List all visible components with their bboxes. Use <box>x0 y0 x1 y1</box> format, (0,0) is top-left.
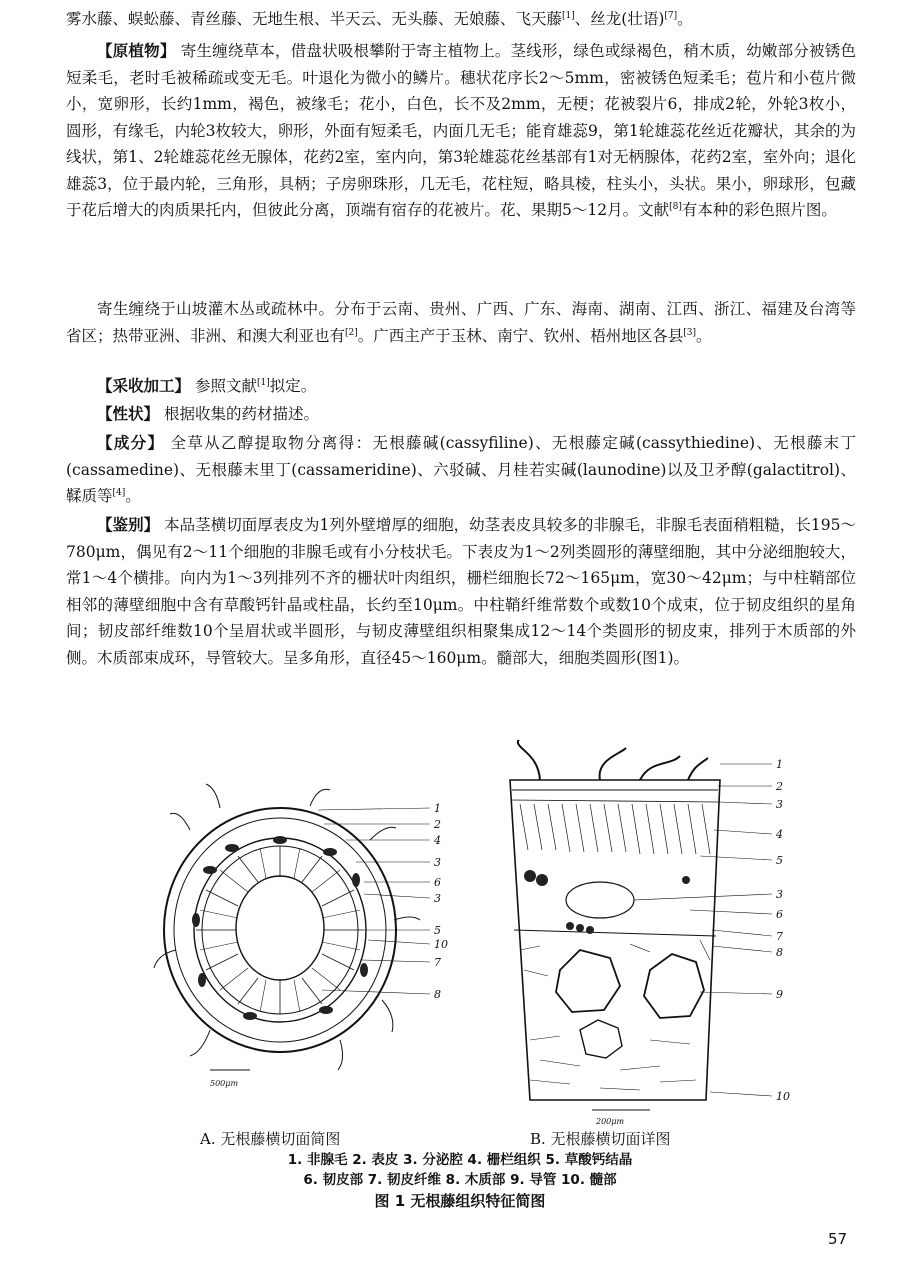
figure-b-label: 8 <box>776 946 783 959</box>
figure-b-scale: 200μm <box>596 1117 625 1126</box>
figure-title: 图 1 无根藤组织特征简图 <box>374 1192 546 1210</box>
figure-legend-line-2: 6. 韧皮部 7. 韧皮纤维 8. 木质部 9. 导管 10. 髓部 <box>303 1172 617 1188</box>
figure-a-label: 7 <box>434 956 441 969</box>
figure-a-cross-section <box>150 770 460 1100</box>
figure-legend-line-1: 1. 非腺毛 2. 表皮 3. 分泌腔 4. 栅栏组织 5. 草酸钙结晶 <box>287 1152 633 1168</box>
figure-b-label: 3 <box>776 798 783 811</box>
figure-b-label: 2 <box>776 780 783 793</box>
page-number: 57 <box>828 1230 848 1248</box>
figure-b-detail <box>500 740 800 1130</box>
figure-a-caption: A. 无根藤横切面简图 <box>200 1130 341 1148</box>
paragraph-distribution: 寄生缠绕于山坡灌木丛或疏林中。分布于云南、贵州、广西、广东、海南、湖南、江西、浙江、福建及台湾等省区；热带亚洲、非洲、和澳大利亚也有[2]。广西主产于玉林、南宁、钦州、梧州地区各县[3]。 <box>66 300 856 345</box>
figure-a-label: 3 <box>434 856 441 869</box>
figure-b-caption: B. 无根藤横切面详图 <box>530 1130 671 1148</box>
figure-a-label: 1 <box>434 802 441 815</box>
figure-a-label: 8 <box>434 988 441 1001</box>
paragraph-identification: 【鉴别】 本品茎横切面厚表皮为1列外壁增厚的细胞，幼茎表皮具较多的非腺毛，非腺毛表面稍粗糙，长195～780μm，偶见有2～11个细胞的非腺毛或有小分枝状毛。下表皮为1～2列类圆形的薄壁细胞，其中分泌细胞较大，常1～4个横排。向内为1～3列排列不齐的栅状叶肉组织，栅栏细胞长72～165μm，宽30～42μm；与中柱鞘部位相邻的薄壁细胞中含有草酸钙针晶或柱晶，长约至10μm。中柱鞘纤维常数个或数10个成束，位于韧皮组织的星角间；韧皮部纤维数10个呈眉状或半圆形，与韧皮薄壁组织相聚集成12～14个类圆形的韧皮束，排列于木质部的外侧。木质部束成环，导管较大。呈多角形，直径45～160μm。髓部大，细胞类圆形(图1)。 <box>66 516 856 667</box>
figure-b-label: 6 <box>776 908 783 921</box>
figure-b-label: 9 <box>776 988 783 1001</box>
paragraph-constituents: 【成分】 全草从乙醇提取物分离得：无根藤碱(cassyfiline)、无根藤定碱(cassythiedine)、无根藤末丁(cassamedine)、无根藤末里丁(cassameridine)、六驳碱、月桂若实碱(launodine)以及卫矛醇(galactitrol)、鞣质等[4]。 <box>66 434 856 505</box>
figure-b-label: 4 <box>776 828 783 841</box>
figure-a-scale: 500μm <box>210 1079 239 1088</box>
figure-a-label: 5 <box>434 924 441 937</box>
paragraph-aliases: 雾水藤、蜈蚣藤、青丝藤、无地生根、半天云、无头藤、无娘藤、飞天藤[1]、丝龙(壮语)[7]。 <box>66 10 693 28</box>
paragraph-harvest: 【采收加工】 参照文献[1]拟定。 <box>97 377 317 395</box>
figure-b-label: 1 <box>776 758 783 771</box>
figure-a-label: 6 <box>434 876 441 889</box>
paragraph-properties: 【性状】 根据收集的药材描述。 <box>97 405 319 423</box>
figure-b-label: 10 <box>776 1090 790 1103</box>
figure-a-label: 3 <box>434 892 441 905</box>
figure-a-label: 4 <box>434 834 441 847</box>
paragraph-original-plant: 【原植物】 寄生缠绕草本，借盘状吸根攀附于寄主植物上。茎线形，绿色或绿褐色，稍木质，幼嫩部分被锈色短柔毛，老时毛被稀疏或变无毛。叶退化为微小的鳞片。穗状花序长2～5mm，密被锈色短柔毛；苞片和小苞片微小，宽卵形，长约1mm，褐色，被缘毛；花小，白色，长不及2mm，无梗；花被裂片6，排成2轮，外轮3枚小，圆形，有缘毛，内轮3枚较大，卵形，外面有短柔毛，内面几无毛；能育雄蕊9，第1轮雄蕊花丝近花瓣状，其余的为线状，第1、2轮雄蕊花丝无腺体，花药2室，室内向，第3轮雄蕊花丝基部有1对无柄腺体，花药2室，室外向；退化雄蕊3，位于最内轮，三角形，具柄；子房卵珠形，几无毛，花柱短，略具棱，柱头小，头状。果小，卵球形，包藏于花后增大的肉质果托内，但彼此分离，顶端有宿存的花被片。花、果期5～12月。文献[8]有本种的彩色照片图。 <box>66 42 856 219</box>
figure-b-label: 7 <box>776 930 783 943</box>
figure-a-label: 10 <box>434 938 448 951</box>
figure-a-label: 2 <box>434 818 441 831</box>
figure-b-label: 5 <box>776 854 783 867</box>
figure-b-label: 3 <box>776 888 783 901</box>
